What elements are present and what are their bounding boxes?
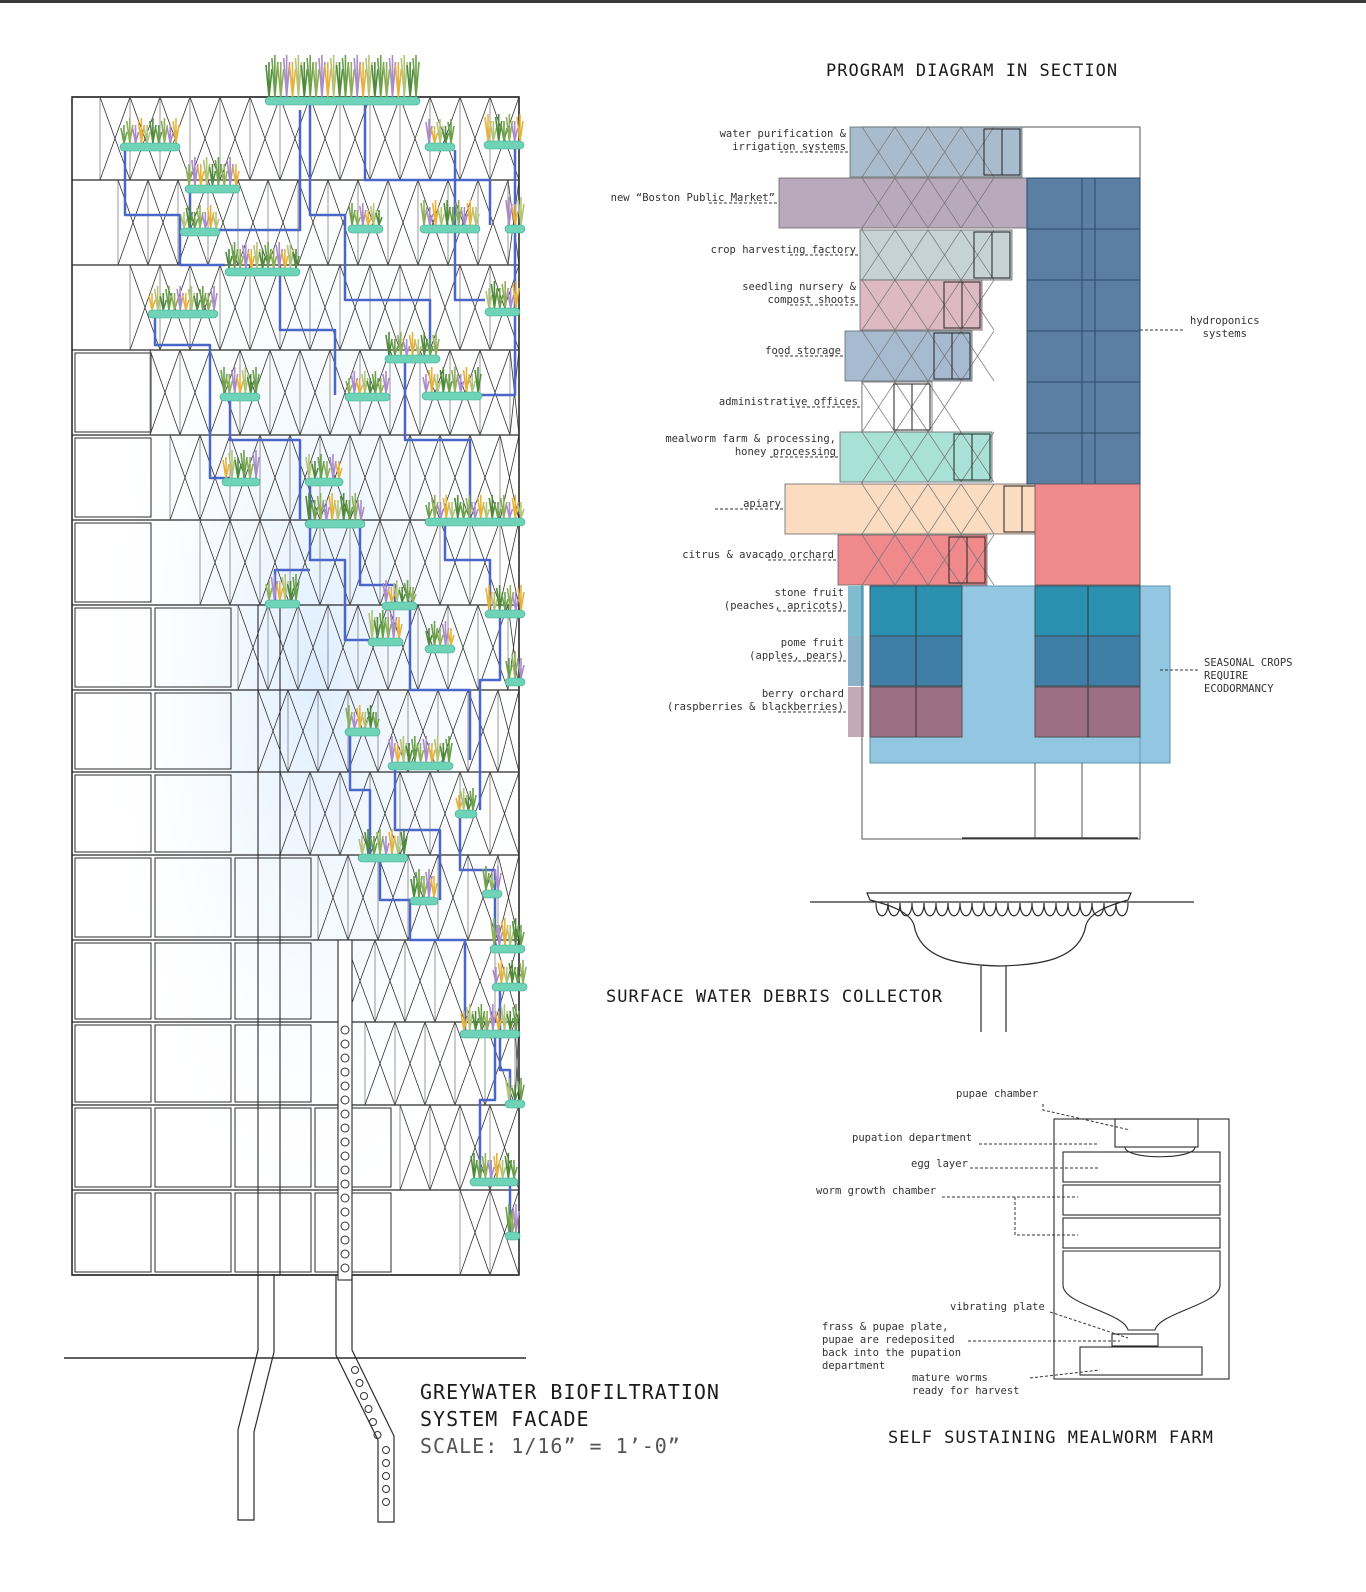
mature-worms-label: mature worms ready for harvest (912, 1372, 1020, 1397)
frass-label: frass & pupae plate, pupae are redeposited back into the pupation department (822, 1321, 962, 1372)
seasonal-note: SEASONAL CROPS REQUIRE ECODORMANCY (1204, 657, 1293, 695)
program-row-label: pome fruit (apples, pears) (749, 637, 844, 662)
perforation (383, 1473, 390, 1480)
program-row-label: seedling nursery & compost shoots (742, 281, 856, 306)
facade-title-line1: GREYWATER BIOFILTRATION (420, 1380, 720, 1404)
program-row-label: berry orchard (raspberries & blackberries) (666, 688, 844, 713)
mealworm-leader (1043, 1104, 1130, 1130)
program-row-label: administrative offices (718, 396, 858, 408)
program-title: PROGRAM DIAGRAM IN SECTION (826, 61, 1119, 81)
program-row-label: apiary (743, 498, 781, 510)
pupation-department-label: pupation department (852, 1132, 973, 1144)
mealworm-title: SELF SUSTAINING MEALWORM FARM (888, 1428, 1214, 1448)
facade-scale: SCALE: 1/16” = 1’-0” (420, 1434, 681, 1458)
mealworm-leader (1030, 1370, 1100, 1378)
debris-title: SURFACE WATER DEBRIS COLLECTOR (606, 987, 944, 1007)
program-row-label: food storage (765, 345, 841, 357)
program-row-label: mealworm farm & processing, honey processing (665, 433, 836, 458)
mealworm-leader (1015, 1197, 1078, 1235)
program-row-label: stone fruit (peaches, apricots) (723, 587, 844, 612)
egg-layer-label: egg layer (911, 1158, 968, 1170)
perforation (383, 1460, 390, 1467)
perforation (383, 1447, 390, 1454)
perforation (383, 1499, 390, 1506)
program-row-label: citrus & avacado orchard (682, 549, 834, 561)
program-row-label: crop harvesting factory (710, 244, 856, 256)
perforation (383, 1486, 390, 1493)
facade-title-line2: SYSTEM FACADE (420, 1407, 590, 1431)
pupae-chamber-label: pupae chamber (956, 1088, 1039, 1100)
vibrating-plate-label: vibrating plate (950, 1301, 1045, 1313)
worm-growth-label: worm growth chamber (816, 1185, 937, 1197)
hydroponics-note: hydroponics systems (1190, 315, 1260, 340)
program-row-label: water purification & irrigation systems (719, 128, 846, 153)
program-row-label: new “Boston Public Market” (610, 192, 775, 204)
